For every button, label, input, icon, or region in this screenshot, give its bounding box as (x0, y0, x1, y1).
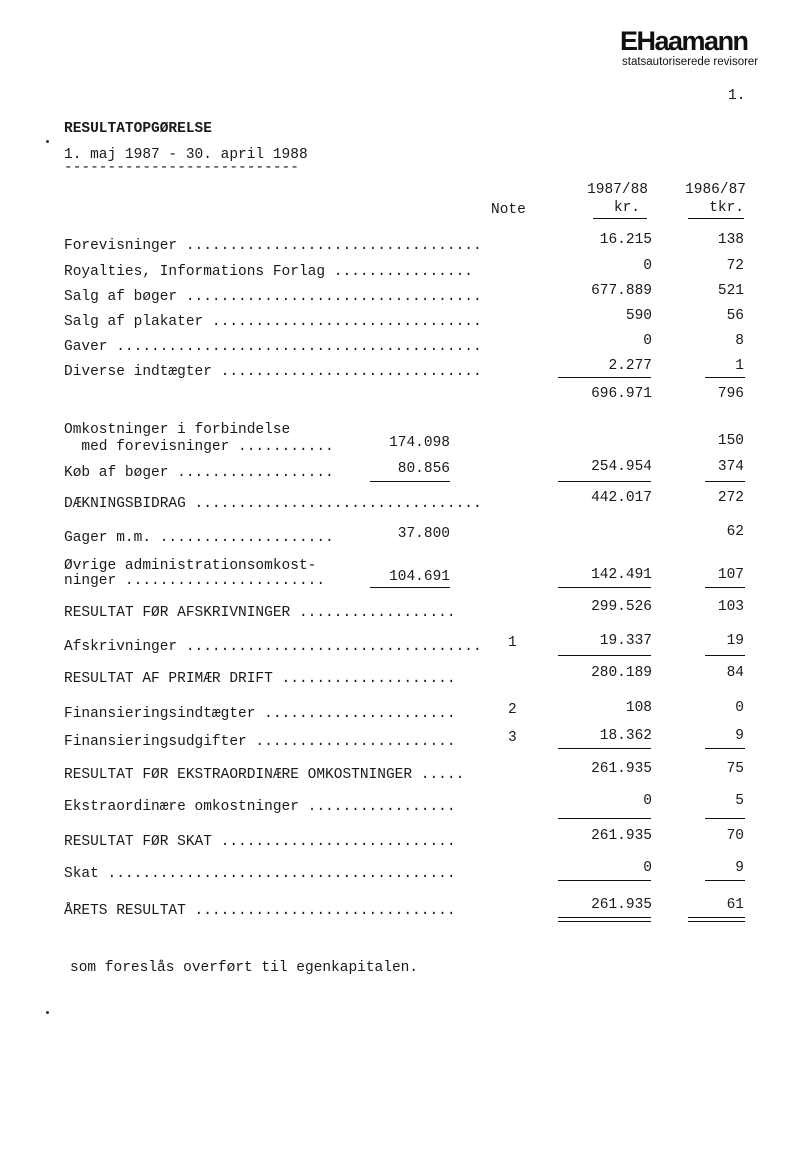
row-value-1986-87: 138 (717, 232, 744, 248)
subtotal-line (705, 818, 745, 819)
row-label: ninger ....................... (64, 573, 326, 589)
row-label: Finansieringsudgifter ....................... (64, 734, 456, 750)
row-subamount: 37.800 (397, 526, 450, 542)
row-value-1987-88: 16.215 (599, 232, 652, 248)
subtotal-line (705, 377, 745, 378)
row-value-1986-87: 84 (726, 665, 744, 681)
row-value-1986-87: 5 (735, 793, 744, 809)
row-label: Omkostninger i forbindelse (64, 422, 291, 438)
row-value-1986-87: 75 (726, 761, 744, 777)
row-value-1986-87: 72 (726, 258, 744, 274)
row-value-1987-88: 0 (643, 860, 652, 876)
row-value-1986-87: 9 (735, 728, 744, 744)
subtotal-line (558, 655, 651, 656)
column-header-unit1: kr. (613, 200, 640, 216)
row-label: Finansieringsindtægter ...................... (64, 706, 456, 722)
row-label: Afskrivninger .................................. (64, 639, 482, 655)
row-value-1986-87: 61 (726, 897, 744, 913)
row-value-1987-88: 18.362 (599, 728, 652, 744)
row-value-1987-88: 0 (643, 793, 652, 809)
row-label: Køb af bøger .................. (64, 465, 334, 481)
row-value-1986-87: 103 (717, 599, 744, 615)
subtotal-line (558, 481, 651, 482)
row-value-1986-87: 521 (717, 283, 744, 299)
row-value-1987-88: 0 (643, 333, 652, 349)
row-value-1987-88: 261.935 (591, 828, 652, 844)
row-value-1987-88: 696.971 (591, 386, 652, 402)
row-value-1986-87: 0 (735, 700, 744, 716)
total-line (688, 917, 745, 918)
row-value-1986-87: 8 (735, 333, 744, 349)
row-value-1986-87: 107 (717, 567, 744, 583)
subtotal-line (705, 587, 745, 588)
firm-subtitle: statsautoriserede revisorer (622, 56, 759, 68)
subtotal-line (558, 587, 651, 588)
total-line (558, 917, 651, 918)
row-value-1987-88: 0 (643, 258, 652, 274)
subtotal-line (705, 748, 745, 749)
row-value-1987-88: 108 (625, 700, 652, 716)
page-title: RESULTATOPGØRELSE (64, 121, 212, 137)
subtotal-line (705, 481, 745, 482)
subtotal-line (370, 587, 450, 588)
row-label: Forevisninger .................................. (64, 238, 482, 254)
row-note: 1 (508, 635, 517, 651)
row-value-1987-88: 261.935 (591, 897, 652, 913)
period: 1. maj 1987 - 30. april 1988 (64, 147, 308, 163)
row-value-1987-88: 442.017 (591, 490, 652, 506)
row-label: Gaver .......................................... (64, 339, 482, 355)
footer-text: som foreslås overført til egenkapitalen. (70, 960, 419, 976)
margin-mark (46, 1011, 49, 1014)
row-label: ÅRETS RESULTAT .............................. (64, 903, 456, 919)
row-value-1986-87: 150 (717, 433, 744, 449)
row-label: RESULTAT FØR SKAT ........................... (64, 834, 456, 850)
row-label: med forevisninger ........... (64, 439, 334, 455)
subtotal-line (705, 880, 745, 881)
row-value-1986-87: 1 (735, 358, 744, 374)
row-label: RESULTAT AF PRIMÆR DRIFT .................... (64, 671, 456, 687)
row-label: Salg af bøger .................................. (64, 289, 482, 305)
row-value-1986-87: 272 (717, 490, 744, 506)
row-value-1986-87: 19 (726, 633, 744, 649)
column-header-year1: 1987/88 (587, 182, 648, 198)
row-value-1987-88: 2.277 (608, 358, 652, 374)
row-subamount: 104.691 (389, 569, 450, 585)
row-label: Diverse indtægter .............................. (64, 364, 482, 380)
row-label: Øvrige administrationsomkost- (64, 558, 317, 574)
row-value-1987-88: 299.526 (591, 599, 652, 615)
row-value-1987-88: 261.935 (591, 761, 652, 777)
row-label: Salg af plakater ............................... (64, 314, 482, 330)
row-label: RESULTAT FØR AFSKRIVNINGER .................. (64, 605, 456, 621)
subtotal-line (705, 655, 745, 656)
row-label: Skat ........................................ (64, 866, 456, 882)
row-value-1986-87: 374 (717, 459, 744, 475)
row-value-1986-87: 796 (717, 386, 744, 402)
row-value-1986-87: 62 (726, 524, 744, 540)
subtotal-line (370, 481, 450, 482)
row-value-1987-88: 142.491 (591, 567, 652, 583)
row-label: Ekstraordinære omkostninger ................. (64, 799, 456, 815)
row-value-1987-88: 677.889 (591, 283, 652, 299)
row-value-1986-87: 56 (726, 308, 744, 324)
row-value-1986-87: 70 (726, 828, 744, 844)
row-note: 3 (508, 730, 517, 746)
subtotal-line (558, 880, 651, 881)
header-underline (593, 218, 647, 219)
row-value-1987-88: 280.189 (591, 665, 652, 681)
row-label: Royalties, Informations Forlag ................ (64, 264, 473, 280)
row-label: RESULTAT FØR EKSTRAORDINÆRE OMKOSTNINGER ..... (64, 767, 465, 783)
row-label: DÆKNINGSBIDRAG ................................. (64, 496, 482, 512)
firm-logo: EHaamann (620, 26, 748, 56)
row-value-1987-88: 254.954 (591, 459, 652, 475)
row-subamount: 80.856 (397, 461, 450, 477)
row-value-1987-88: 590 (625, 308, 652, 324)
row-value-1987-88: 19.337 (599, 633, 652, 649)
header-underline (688, 218, 744, 219)
row-value-1986-87: 9 (735, 860, 744, 876)
column-header-note: Note (491, 202, 526, 218)
subtotal-line (558, 377, 651, 378)
period-underline: --------------------------- (64, 160, 299, 176)
row-note: 2 (508, 702, 517, 718)
total-line (558, 921, 651, 922)
column-header-year2: 1986/87 (685, 182, 746, 198)
total-line (688, 921, 745, 922)
subtotal-line (558, 748, 651, 749)
subtotal-line (558, 818, 651, 819)
row-subamount: 174.098 (389, 435, 450, 451)
row-label: Gager m.m. .................... (64, 530, 334, 546)
page-number: 1. (728, 88, 746, 104)
column-header-unit2: tkr. (709, 200, 744, 216)
margin-mark (46, 140, 49, 143)
